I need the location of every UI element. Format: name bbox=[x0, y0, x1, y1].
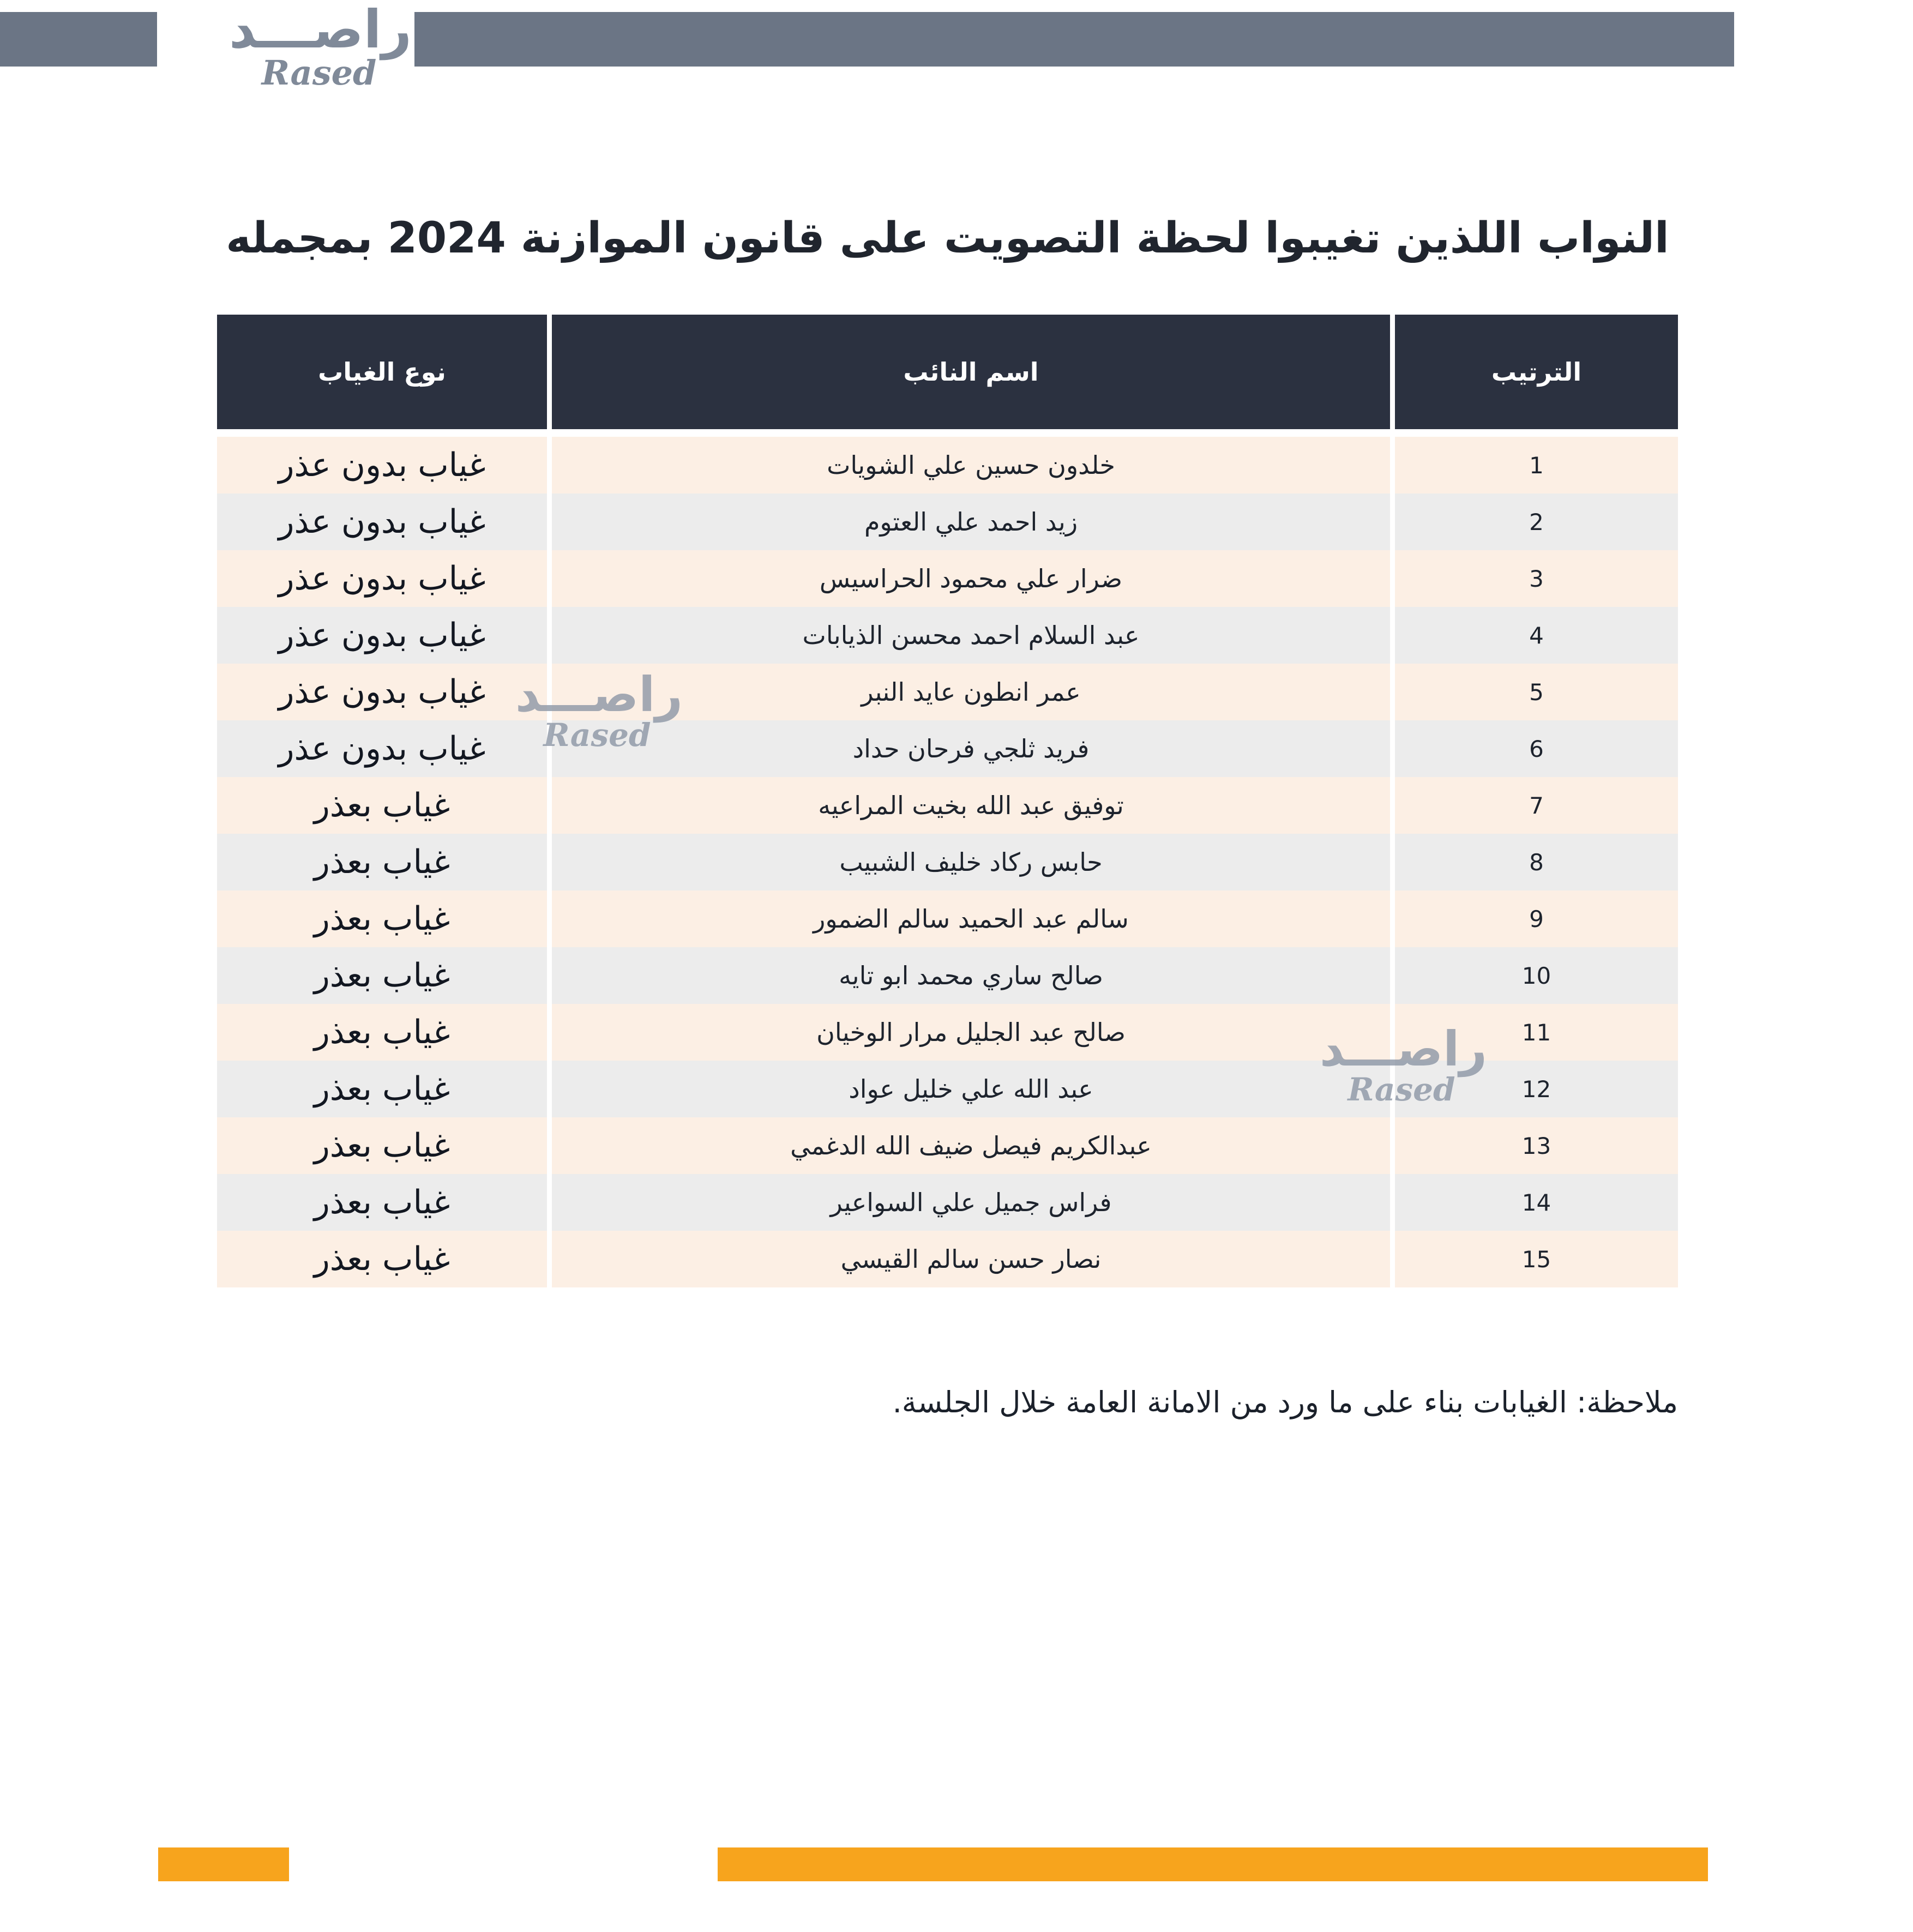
cell-absence-type: غياب بدون عذر bbox=[217, 437, 547, 493]
cell-absence-type: غياب بعذر bbox=[217, 1231, 547, 1287]
cell-mp-name: عمر انطون عايد النبر bbox=[552, 664, 1390, 720]
cell-mp-name: عبد السلام احمد محسن الذيابات bbox=[552, 607, 1390, 664]
table-row bbox=[217, 607, 1678, 664]
table-header-row bbox=[217, 315, 1678, 429]
cell-rank: 10 bbox=[1395, 947, 1678, 1004]
cell-mp-name: ضرار علي محمود الحراسيس bbox=[552, 550, 1390, 607]
table-row bbox=[217, 493, 1678, 550]
cell-rank: 15 bbox=[1395, 1231, 1678, 1287]
table-row bbox=[217, 664, 1678, 723]
cell-mp-name: صالح ساري محمد ابو تايه bbox=[552, 947, 1390, 1004]
table-row bbox=[217, 1174, 1678, 1231]
header-name: اسم النائب bbox=[552, 315, 1390, 429]
cell-mp-name: نصار حسن سالم القيسي bbox=[552, 1231, 1390, 1287]
cell-mp-name: فراس جميل علي السواعير bbox=[552, 1174, 1390, 1231]
cell-absence-type: غياب بعذر bbox=[217, 777, 547, 834]
top-left-bar bbox=[0, 12, 157, 67]
cell-absence-type: غياب بدون عذر bbox=[217, 720, 547, 777]
cell-rank: 13 bbox=[1395, 1117, 1678, 1174]
cell-rank: 7 bbox=[1395, 777, 1678, 834]
cell-rank: 3 bbox=[1395, 550, 1678, 607]
absence-table bbox=[217, 315, 1678, 1287]
watermark-arabic: راصـــد bbox=[1320, 1021, 1487, 1077]
cell-mp-name: عبدالكريم فيصل ضيف الله الدغمي bbox=[552, 1117, 1390, 1174]
cell-mp-name: فريد ثلجي فرحان حداد bbox=[552, 720, 1390, 777]
table-row bbox=[217, 834, 1678, 890]
cell-absence-type: غياب بعذر bbox=[217, 890, 547, 947]
cell-rank: 1 bbox=[1395, 437, 1678, 493]
table-row bbox=[217, 1117, 1678, 1174]
cell-rank: 9 bbox=[1395, 890, 1678, 947]
table-row bbox=[217, 777, 1678, 834]
table-row bbox=[217, 1231, 1678, 1287]
rased-logo-latin: Rased bbox=[261, 52, 377, 93]
cell-rank: 8 bbox=[1395, 834, 1678, 890]
table-row bbox=[217, 437, 1678, 493]
watermark-arabic: راصـــد bbox=[515, 666, 683, 723]
rased-logo bbox=[229, 0, 412, 93]
cell-mp-name: توفيق عبد الله بخيت المراعيه bbox=[552, 777, 1390, 834]
cell-mp-name: سالم عبد الحميد سالم الضمور bbox=[552, 890, 1390, 947]
table-row bbox=[217, 890, 1678, 947]
cell-absence-type: غياب بعذر bbox=[217, 834, 547, 890]
cell-absence-type: غياب بدون عذر bbox=[217, 493, 547, 550]
cell-rank: 6 bbox=[1395, 720, 1678, 777]
rased-watermark bbox=[1320, 1021, 1487, 1109]
cell-mp-name: صالح عبد الجليل مرار الوخيان bbox=[552, 1004, 1390, 1061]
cell-absence-type: غياب بعذر bbox=[217, 1061, 547, 1117]
header-rank: الترتيب bbox=[1395, 315, 1678, 429]
cell-mp-name: خلدون حسين علي الشويات bbox=[552, 437, 1390, 493]
table-row bbox=[217, 720, 1678, 777]
cell-absence-type: غياب بدون عذر bbox=[217, 664, 547, 720]
cell-rank: 4 bbox=[1395, 607, 1678, 664]
watermark-latin: Rased bbox=[543, 717, 651, 754]
cell-absence-type: غياب بعذر bbox=[217, 947, 547, 1004]
top-right-bar bbox=[414, 12, 1734, 67]
table-body bbox=[217, 437, 1678, 1287]
page-title: النواب اللذين تغيبوا لحظة التصويت على قانون الموازنة 2024 بمجمله bbox=[226, 214, 1669, 263]
footnote: ملاحظة: الغيابات بناء على ما ورد من الامانة العامة خلال الجلسة. bbox=[892, 1385, 1678, 1419]
cell-rank: 5 bbox=[1395, 664, 1678, 720]
watermark-latin: Rased bbox=[1347, 1071, 1455, 1109]
rased-logo-arabic: راصـــد bbox=[229, 0, 412, 60]
cell-absence-type: غياب بعذر bbox=[217, 1174, 547, 1231]
bottom-left-orange-bar bbox=[158, 1847, 289, 1881]
cell-mp-name: زيد احمد علي العتوم bbox=[552, 493, 1390, 550]
cell-rank: 12 bbox=[1395, 1061, 1678, 1117]
cell-mp-name: عبد الله علي خليل عواد bbox=[552, 1061, 1390, 1117]
cell-rank: 11 bbox=[1395, 1004, 1678, 1061]
table-row bbox=[217, 947, 1678, 1004]
cell-rank: 2 bbox=[1395, 493, 1678, 550]
cell-absence-type: غياب بعذر bbox=[217, 1004, 547, 1061]
cell-absence-type: غياب بدون عذر bbox=[217, 550, 547, 607]
rased-watermark bbox=[515, 666, 683, 754]
cell-absence-type: غياب بدون عذر bbox=[217, 607, 547, 664]
bottom-right-orange-bar bbox=[718, 1847, 1708, 1881]
header-absence-type: نوع الغياب bbox=[217, 315, 547, 429]
cell-absence-type: غياب بعذر bbox=[217, 1117, 547, 1174]
cell-rank: 14 bbox=[1395, 1174, 1678, 1231]
table-row bbox=[217, 550, 1678, 607]
cell-mp-name: حابس ركاد خليف الشبيب bbox=[552, 834, 1390, 890]
